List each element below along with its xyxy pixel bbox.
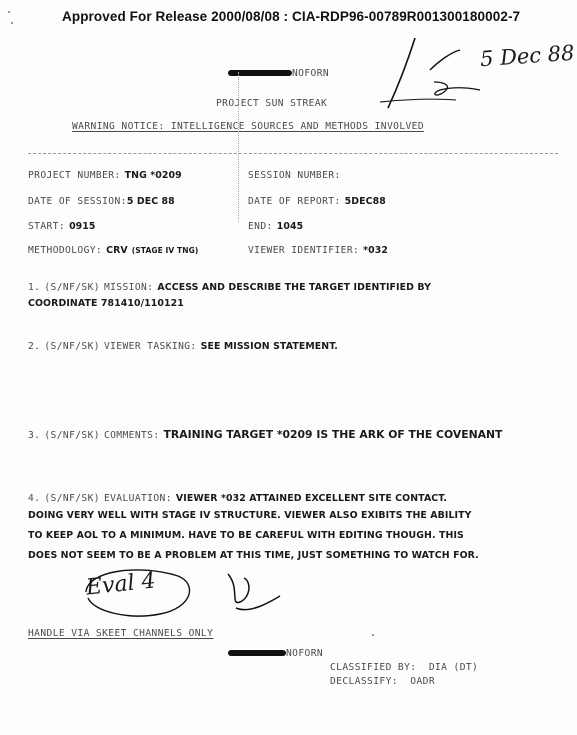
date-of-report-field: DATE OF REPORT: 5DEC88 [248,196,386,207]
date-of-session-field: DATE OF SESSION:5 DEC 88 [28,196,175,207]
item-1-line-2: COORDINATE 781410/110121 [28,298,184,309]
date-of-session-value: 5 DEC 88 [126,196,175,207]
margin-line [238,72,239,222]
redaction-bar [228,650,286,656]
project-number-value: TNG *0209 [124,170,182,181]
item-2-viewer-tasking: 2. (S/NF/SK) VIEWER TASKING: SEE MISSION STATEMENT. [28,341,338,352]
session-number-field: SESSION NUMBER: [248,170,341,181]
evaluation-circle-and-signature [80,562,300,622]
declassify-line: DECLASSIFY: OADR [330,676,436,687]
project-title: PROJECT SUN STREAK [216,98,328,109]
end-field: END: 1045 [248,221,304,232]
handle-notice: HANDLE VIA SKEET CHANNELS ONLY [28,628,214,639]
item-4-evaluation: 4. (S/NF/SK) EVALUATION: VIEWER *032 ATTAINED EXCELLENT SITE CONTACT. [28,493,448,504]
scan-speck [8,11,10,13]
project-number-field: PROJECT NUMBER: TNG *0209 [28,170,182,181]
classification-top: NOFORN [228,68,329,79]
viewer-identifier-field: VIEWER IDENTIFIER: *032 [248,245,389,256]
header-rule [28,153,558,154]
classified-by-line: CLASSIFIED BY: DIA (DT) [330,662,479,673]
item-3-comments: 3. (S/NF/SK) COMMENTS: TRAINING TARGET *0209 IS THE ARK OF THE COVENANT [28,428,503,441]
item-4-line-3: TO KEEP AOL TO A MINIMUM. HAVE TO BE CAREFUL WITH EDITING THOUGH. THIS [28,530,464,541]
methodology-field: METHODOLOGY: CRV (STAGE IV TNG) [28,245,199,256]
scan-speck [372,634,374,636]
warning-notice: WARNING NOTICE: INTELLIGENCE SOURCES AND METHODS INVOLVED [72,121,425,132]
start-field: START: 0915 [28,221,96,232]
end-value: 1045 [276,221,304,232]
methodology-value: CRV [106,245,128,256]
viewer-identifier-value: *032 [363,245,389,256]
release-line: Approved For Release 2000/08/08 : CIA-RDP96-00789R001300180002-7 [62,9,521,24]
item-4-line-2: DOING VERY WELL WITH STAGE IV STRUCTURE. VIEWER ALSO EXIBITS THE ABILITY [28,510,472,521]
handwritten-date: 5 Dec 88 [479,40,576,72]
methodology-note: (STAGE IV TNG) [131,246,199,255]
date-of-report-value: 5DEC88 [344,196,386,207]
item-4-line-4: DOES NOT SEEM TO BE A PROBLEM AT THIS TIME, JUST SOMETHING TO WATCH FOR. [28,550,479,561]
classification-bottom: NOFORN [228,648,323,659]
item-1-mission: 1. (S/NF/SK) MISSION: ACCESS AND DESCRIBE THE TARGET IDENTIFIED BY [28,282,432,293]
scan-speck [11,22,13,24]
evaluation-score-handwritten: Eval 4 [84,568,157,601]
start-value: 0915 [69,221,96,232]
